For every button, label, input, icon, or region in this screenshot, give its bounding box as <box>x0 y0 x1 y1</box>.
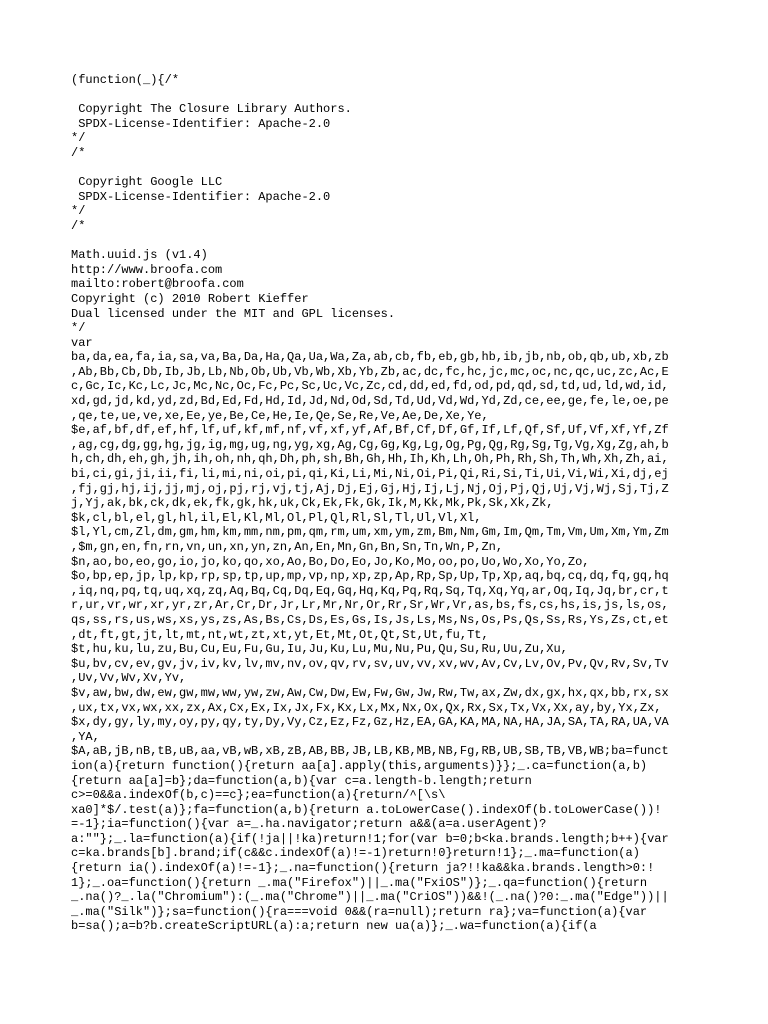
code-line: ,YA, <box>71 729 100 744</box>
code-line: $u,bv,cv,ev,gv,jv,iv,kv,lv,mv,nv,ov,qv,rv,sv,uv,vv,xv,wv,Av,Cv,Lv,Ov,Pv,Qv,Rv,Sv,Tv <box>71 656 669 671</box>
code-line: $x,dy,gy,ly,my,oy,py,qy,ty,Dy,Vy,Cz,Ez,Fz,Gz,Hz,EA,GA,KA,MA,NA,HA,JA,SA,TA,RA,UA,VA <box>71 715 669 730</box>
code-line <box>71 234 699 249</box>
code-line: /* <box>71 145 86 160</box>
code-line: ,fj,gj,hj,ij,jj,mj,oj,pj,rj,vj,tj,Aj,Dj,Ej,Gj,Hj,Ij,Lj,Nj,Oj,Pj,Qj,Uj,Vj,Wj,Sj,Tj,Z <box>71 481 669 496</box>
code-line: a:""};_.la=function(a){if(!ja||!ka)return!1;for(var b=0;b<ka.brands.length;b++){var <box>71 831 669 846</box>
code-line: xd,gd,jd,kd,yd,zd,Bd,Ed,Fd,Hd,Id,Jd,Nd,Od,Sd,Td,Ud,Vd,Wd,Yd,Zd,ce,ee,ge,fe,le,oe,pe <box>71 394 669 409</box>
code-line <box>71 161 699 176</box>
code-line: ion(a){return function(){return aa[a].apply(this,arguments)}};_.ca=function(a,b) <box>71 758 648 773</box>
code-line: http://www.broofa.com <box>71 262 223 277</box>
code-line: 1};_.oa=function(){return _.ma("Firefox")||_.ma("FxiOS")};_.qa=function(){return <box>71 875 648 890</box>
code-line: */ <box>71 131 86 146</box>
code-line: ba,da,ea,fa,ia,sa,va,Ba,Da,Ha,Qa,Ua,Wa,Za,ab,cb,fb,eb,gb,hb,ib,jb,nb,ob,qb,ub,xb,zb <box>71 350 669 365</box>
code-line: =-1};ia=function(){var a=_.ha.navigator;return a&&(a=a.userAgent)? <box>71 817 547 832</box>
code-line: ,qe,te,ue,ve,xe,Ee,ye,Be,Ce,He,Ie,Qe,Se,Re,Ve,Ae,De,Xe,Ye, <box>71 408 489 423</box>
code-line: $t,hu,ku,lu,zu,Bu,Cu,Eu,Fu,Gu,Iu,Ju,Ku,Lu,Mu,Nu,Pu,Qu,Su,Ru,Uu,Zu,Xu, <box>71 642 568 657</box>
code-line: var <box>71 335 93 350</box>
code-line: ,dt,ft,gt,jt,lt,mt,nt,wt,zt,xt,yt,Et,Mt,Ot,Qt,St,Ut,fu,Tt, <box>71 627 489 642</box>
code-line: bi,ci,gi,ji,ii,fi,li,mi,ni,oi,pi,qi,Ki,Li,Mi,Ni,Oi,Pi,Qi,Ri,Si,Ti,Ui,Vi,Wi,Xi,dj,ej <box>71 467 669 482</box>
code-line: {return ia().indexOf(a)!=-1};_.na=function(){return ja?!!ka&&ka.brands.length>0:! <box>71 861 655 876</box>
code-line: h,ch,dh,eh,gh,jh,ih,oh,nh,qh,Dh,ph,sh,Bh,Gh,Hh,Ih,Kh,Lh,Oh,Ph,Rh,Sh,Th,Wh,Xh,Zh,ai, <box>71 452 669 467</box>
code-line: SPDX-License-Identifier: Apache-2.0 <box>71 189 331 204</box>
code-line: Copyright (c) 2010 Robert Kieffer <box>71 291 309 306</box>
code-line: $o,bp,ep,jp,lp,kp,rp,sp,tp,up,mp,vp,np,xp,zp,Ap,Rp,Sp,Up,Tp,Xp,aq,bq,cq,dq,fq,gq,hq <box>71 569 669 584</box>
code-line: (function(_){/* <box>71 73 180 87</box>
code-line: c,Gc,Ic,Kc,Lc,Jc,Mc,Nc,Oc,Fc,Pc,Sc,Uc,Vc,Zc,cd,dd,ed,fd,od,pd,qd,sd,td,ud,ld,wd,id, <box>71 379 669 394</box>
code-line: Copyright The Closure Library Authors. <box>71 102 352 117</box>
code-line: _.ma("Silk")};sa=function(){ra===void 0&&(ra=null);return ra};va=function(a){var <box>71 904 648 919</box>
code-line: xa0]*$/.test(a)};fa=function(a,b){return a.toLowerCase().indexOf(b.toLowerCase())! <box>71 802 662 817</box>
code-line: c=ka.brands[b].brand;if(c&&c.indexOf(a)!=-1)return!0}return!1};_.ma=function(a) <box>71 846 640 861</box>
code-line: $l,Yl,cm,Zl,dm,gm,hm,km,mm,nm,pm,qm,rm,um,xm,ym,zm,Bm,Nm,Gm,Im,Qm,Tm,Vm,Um,Xm,Ym,Zm <box>71 525 669 540</box>
code-line: j,Yj,ak,bk,ck,dk,ek,fk,gk,hk,uk,Ck,Ek,Fk,Gk,Ik,M,Kk,Mk,Pk,Sk,Xk,Zk, <box>71 496 554 511</box>
code-line: ,$m,gn,en,fn,rn,vn,un,xn,yn,zn,An,En,Mn,Gn,Bn,Sn,Tn,Wn,P,Zn, <box>71 540 504 554</box>
code-line: qs,ss,rs,us,ws,xs,ys,zs,As,Bs,Cs,Ds,Es,Gs,Is,Js,Ls,Ms,Ns,Os,Ps,Qs,Ss,Rs,Ys,Zs,ct,et <box>71 612 669 627</box>
code-line: Copyright Google LLC <box>71 175 223 190</box>
code-line: ,ag,cg,dg,gg,hg,jg,ig,mg,ug,ng,yg,xg,Ag,Cg,Gg,Kg,Lg,Og,Pg,Qg,Rg,Sg,Tg,Vg,Xg,Zg,ah,b <box>71 437 669 452</box>
code-line: $n,ao,bo,eo,go,io,jo,ko,qo,xo,Ao,Bo,Do,Eo,Jo,Ko,Mo,oo,po,Uo,Wo,Xo,Yo,Zo, <box>71 554 590 569</box>
code-line: b=sa();a=b?b.createScriptURL(a):a;return new ua(a)};_.wa=function(a){if(a <box>71 919 597 934</box>
code-line: /* <box>71 218 86 233</box>
code-line: _.na()?_.la("Chromium"):(_.ma("Chrome")||_.ma("CriOS"))&&!(_.na()?0:_.ma("Edge"))|| <box>71 890 669 905</box>
code-line: SPDX-License-Identifier: Apache-2.0 <box>71 116 331 131</box>
code-line: ,Ab,Bb,Cb,Db,Ib,Jb,Lb,Nb,Ob,Ub,Vb,Wb,Xb,Yb,Zb,ac,dc,fc,hc,jc,mc,oc,nc,qc,uc,zc,Ac,E <box>71 364 669 379</box>
code-line: $e,af,bf,df,ef,hf,lf,uf,kf,mf,nf,vf,xf,yf,Af,Bf,Cf,Df,Gf,If,Lf,Qf,Sf,Uf,Vf,Xf,Yf,Zf <box>71 423 669 438</box>
code-line: Dual licensed under the MIT and GPL licenses. <box>71 306 396 321</box>
code-line: */ <box>71 321 86 336</box>
code-line: ,ux,tx,vx,wx,xx,zx,Ax,Cx,Ex,Ix,Jx,Fx,Kx,Lx,Mx,Nx,Ox,Qx,Rx,Sx,Tx,Vx,Xx,ay,by,Yx,Zx, <box>71 700 662 715</box>
code-line: {return aa[a]=b};da=function(a,b){var c=a.length-b.length;return <box>71 773 532 788</box>
code-line: $k,cl,bl,el,gl,hl,il,El,Kl,Ml,Ol,Pl,Ql,Rl,Sl,Tl,Ul,Vl,Xl, <box>71 510 482 525</box>
source-code-text <box>71 73 699 934</box>
code-line: r,ur,vr,wr,xr,yr,zr,Ar,Cr,Dr,Jr,Lr,Mr,Nr,Or,Rr,Sr,Wr,Vr,as,bs,fs,cs,hs,is,js,ls,os, <box>71 598 669 613</box>
code-line <box>71 88 699 103</box>
code-line: ,Uv,Vv,Wv,Xv,Yv, <box>71 671 187 686</box>
code-line: ,iq,nq,pq,tq,uq,xq,zq,Aq,Bq,Cq,Dq,Eq,Gq,Hq,Kq,Pq,Rq,Sq,Tq,Xq,Yq,ar,Oq,Iq,Jq,br,cr,t <box>71 583 669 598</box>
code-line: */ <box>71 204 86 219</box>
code-line: $A,aB,jB,nB,tB,uB,aa,vB,wB,xB,zB,AB,BB,JB,LB,KB,MB,NB,Fg,RB,UB,SB,TB,VB,WB;ba=funct <box>71 744 669 759</box>
code-line: mailto:robert@broofa.com <box>71 277 244 292</box>
code-line: c>=0&&a.indexOf(b,c)==c};ea=function(a){return/^[\s\ <box>71 788 446 803</box>
code-line: $v,aw,bw,dw,ew,gw,mw,ww,yw,zw,Aw,Cw,Dw,Ew,Fw,Gw,Jw,Rw,Tw,ax,Zw,dx,gx,hx,qx,bb,rx,sx <box>71 685 669 700</box>
code-line: Math.uuid.js (v1.4) <box>71 248 208 263</box>
